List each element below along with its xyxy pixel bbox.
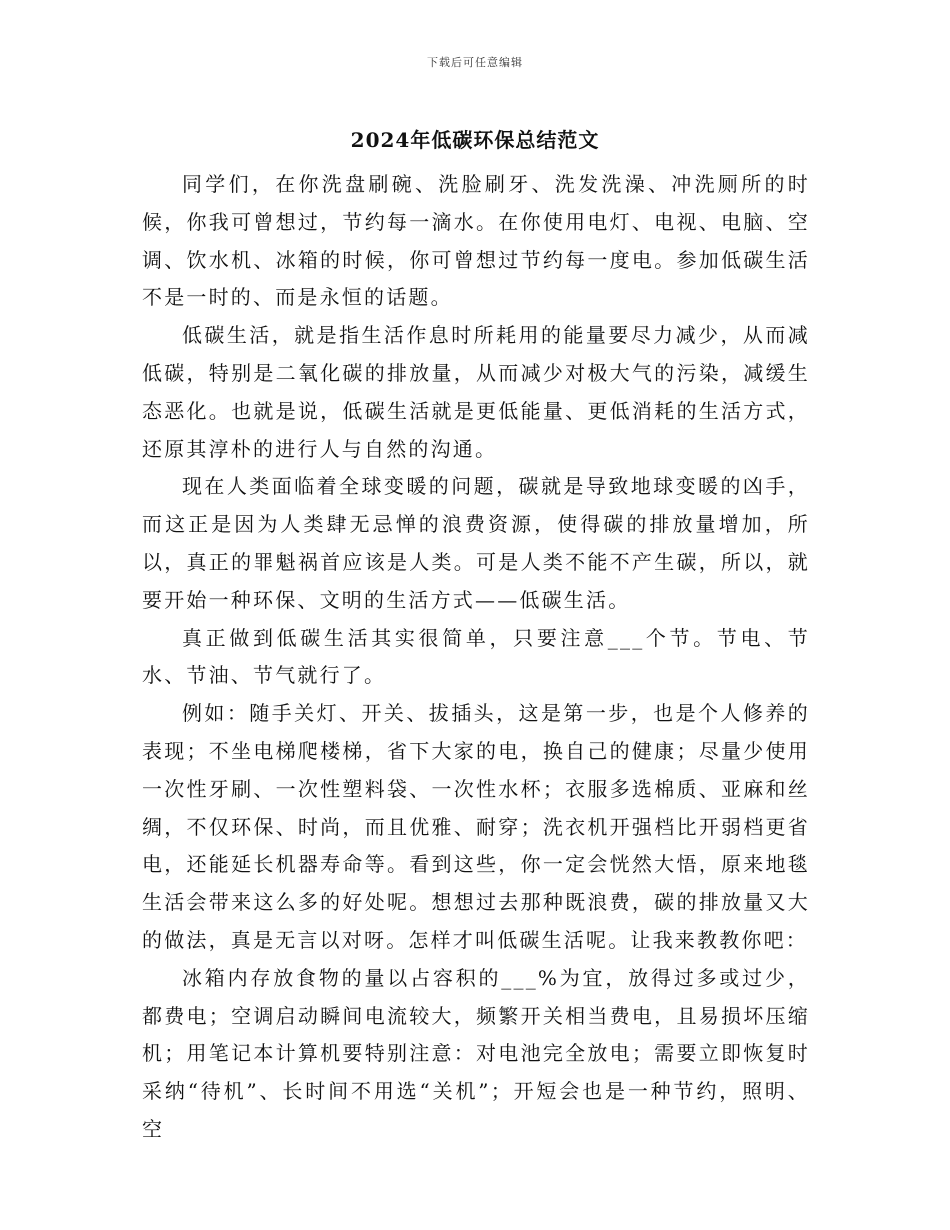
paragraph-4: 真正做到低碳生活其实很简单，只要注意___个节。节电、节水、节油、节气就行了。 <box>142 625 810 688</box>
paragraph-2: 低碳生活，就是指生活作息时所耗用的能量要尽力减少，从而减低碳，特别是二氧化碳的排放量，从而减少对极大气的污染，减缓生态恶化。也就是说，低碳生活就是更低能量、更低消耗的生活方式，还原其淳朴的进行人与自然的沟通。 <box>142 323 810 461</box>
paragraph-1: 同学们，在你洗盘刷碗、洗脸刷牙、洗发洗澡、冲洗厕所的时候，你我可曾想过，节约每一滴水。在你使用电灯、电视、电脑、空调、饮水机、冰箱的时候，你可曾想过节约每一度电。参加低碳生活不是一时的、而是永恒的话题。 <box>142 172 810 310</box>
header-note: 下载后可任意编辑 <box>427 56 523 69</box>
paragraph-6: 冰箱内存放食物的量以占容积的___%为宜，放得过多或过少，都费电；空调启动瞬间电流较大，频繁开关相当费电，且易损坏压缩机；用笔记本计算机要特别注意：对电池完全放电；需要立即恢复时采纳“待机”、长时间不用选“关机”；开短会也是一种节约，照明、空 <box>142 965 810 1141</box>
paragraph-5: 例如：随手关灯、开关、拔插头，这是第一步，也是个人修养的表现；不坐电梯爬楼梯，省下大家的电，换自己的健康；尽量少使用一次性牙刷、一次性塑料袋、一次性水杯；衣服多选棉质、亚麻和丝绸，不仅环保、时尚，而且优雅、耐穿；洗衣机开强档比开弱档更省电，还能延长机器寿命等。看到这些，你一定会恍然大悟，原来地毯生活会带来这么多的好处呢。想想过去那种既浪费，碳的排放量又大的做法，真是无言以对呀。怎样才叫低碳生活呢。让我来教教你吧： <box>142 701 810 952</box>
paragraph-3: 现在人类面临着全球变暖的问题，碳就是导致地球变暖的凶手，而这正是因为人类肆无忌惮的浪费资源，使得碳的排放量增加，所以，真正的罪魁祸首应该是人类。可是人类不能不产生碳，所以，就要开始一种环保、文明的生活方式——低碳生活。 <box>142 474 810 612</box>
document-body <box>142 166 810 1149</box>
document-title: 2024年低碳环保总结范文 <box>350 128 600 152</box>
